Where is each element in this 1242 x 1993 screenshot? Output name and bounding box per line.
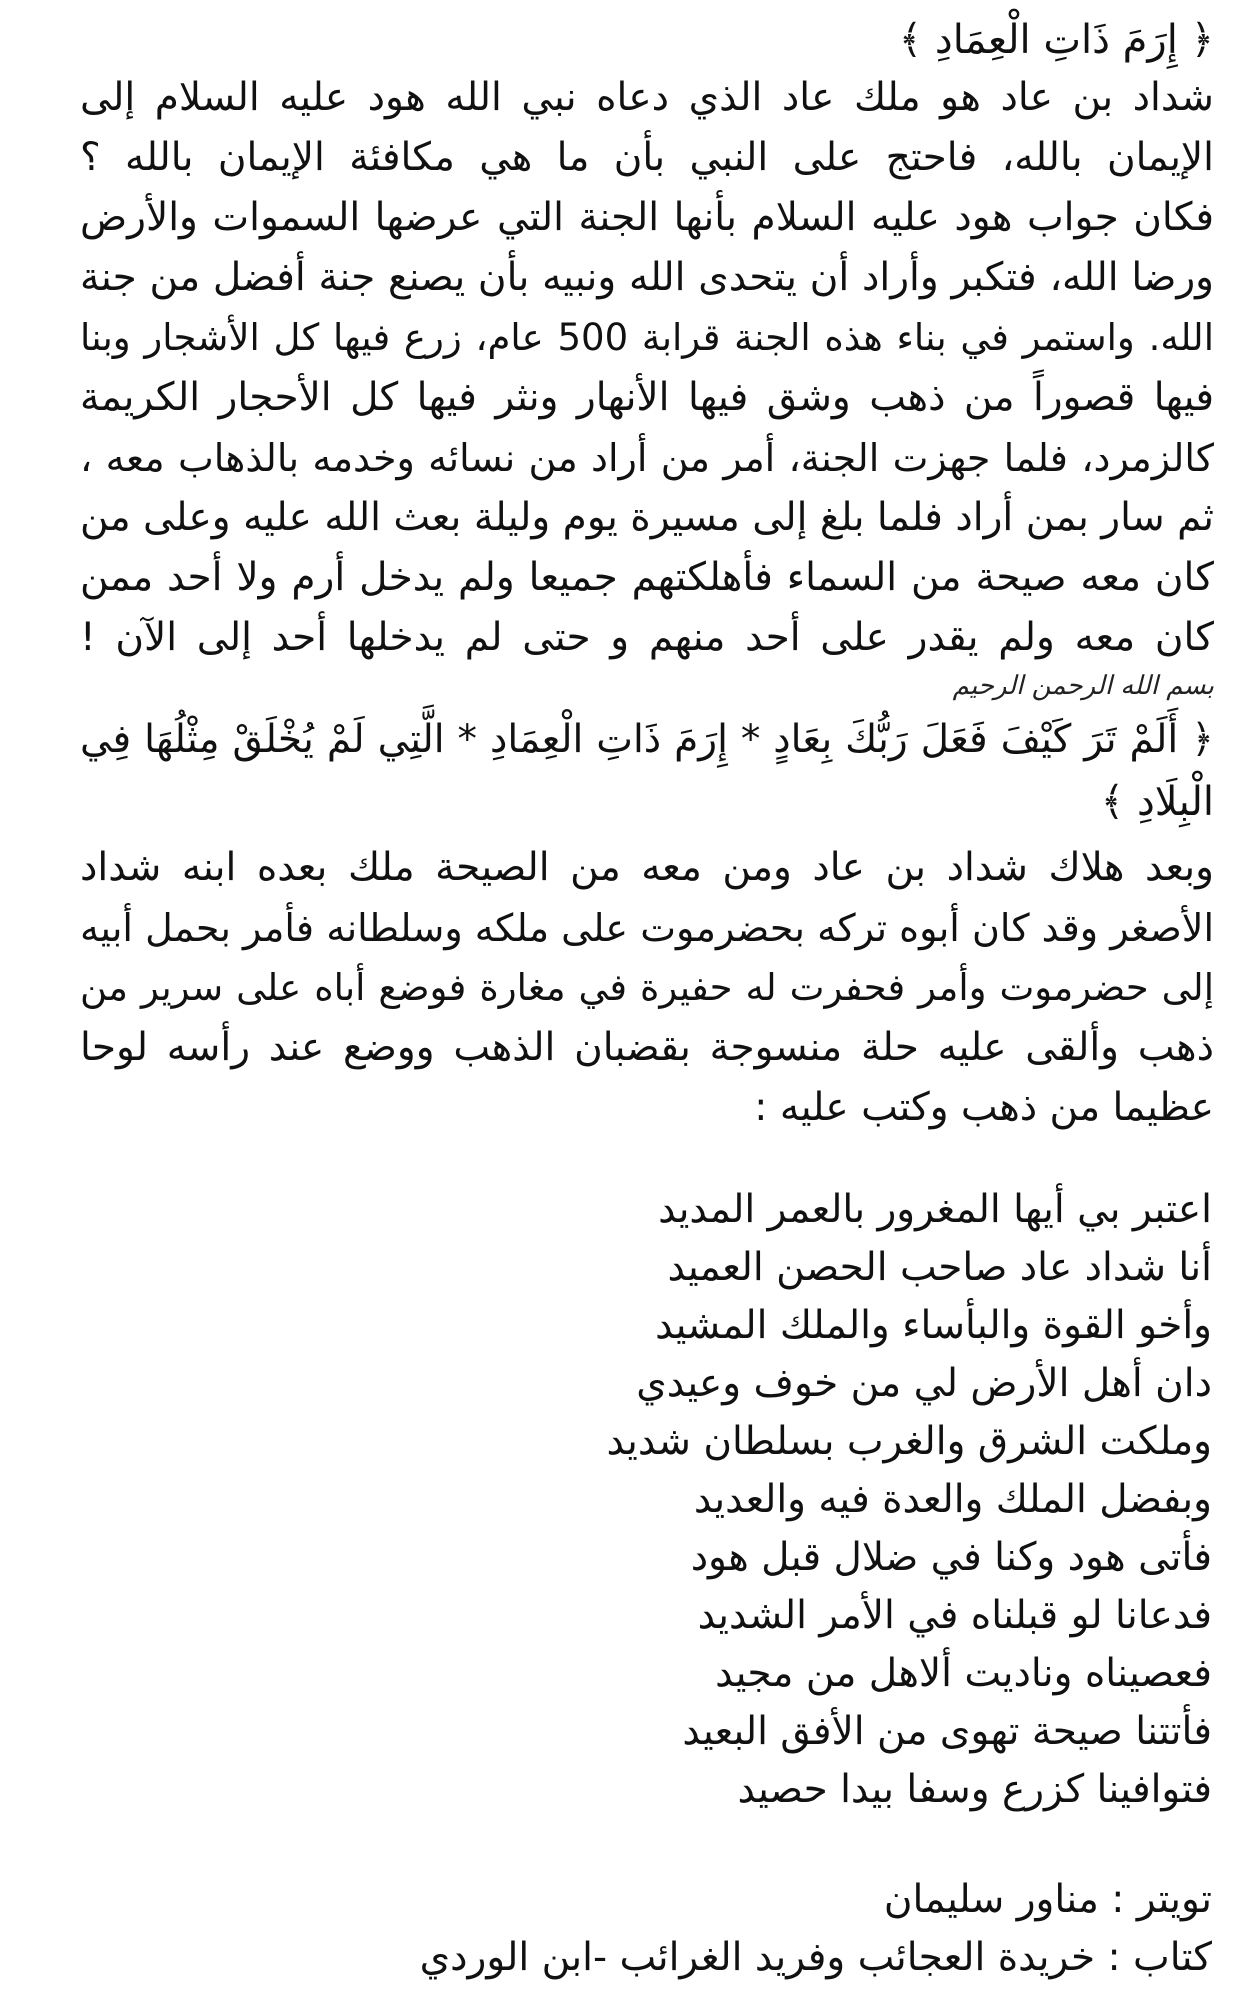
body-line: وبعد هلاك شداد بن عاد ومن معه من الصيحة ملك بعده ابنه شداد (80, 845, 1214, 890)
body-line: إلى حضرموت وأمر فحفرت له حفيرة في مغارة فوضع أباه على سرير من (80, 966, 1214, 1009)
poem-line: فأتتنا صيحة تهوى من الأفق البعيد (682, 1709, 1212, 1754)
intro-line: كان معه ولم يقدر على أحد منهم و حتى لم يدخلها أحد إلى الآن ! (80, 615, 1214, 660)
intro-line: كالزمرد، فلما جهزت الجنة، أمر من أراد من نسائه وخدمه بالذهاب معه ، (80, 436, 1214, 480)
body-line: ذهب وألقى عليه حلة منسوجة بقضبان الذهب ووضع عند رأسه لوحا (80, 1025, 1214, 1070)
intro-line: ورضا الله، فتكبر وأراد أن يتحدى الله ونبيه بأن يصنع جنة أفضل من جنة (80, 255, 1214, 300)
poem-line: فتوافينا كزرع وسفا بيدا حصيد (737, 1767, 1212, 1812)
twitter-credit: تويتر : مناور سليمان (883, 1877, 1212, 1922)
intro-line: الله. واستمر في بناء هذه الجنة قرابة 500 عام، زرع فيها كل الأشجار وبنا (80, 316, 1214, 359)
quran-verse-line: الْبِلَادِ ﴾ (1100, 779, 1214, 825)
intro-line: فيها قصوراً من ذهب وشق فيها الأنهار ونثر فيها كل الأحجار الكريمة (80, 375, 1214, 420)
poem-line: وبفضل الملك والعدة فيه والعديد (693, 1477, 1212, 1522)
poem-line: فأتى هود وكنا في ضلال قبل هود (690, 1535, 1212, 1580)
poem-line: فعصيناه وناديت ألاهل من مجيد (715, 1651, 1212, 1696)
poem-line: وأخو القوة والبأساء والملك المشيد (655, 1303, 1212, 1348)
book-credit: كتاب : خريدة العجائب وفريد الغرائب -ابن الوردي (419, 1935, 1212, 1980)
body-line: الأصغر وقد كان أبوه تركه بحضرموت على ملكه وسلطانه فأمر بحمل أبيه (80, 906, 1214, 950)
document-title: ﴿ إِرَمَ ذَاتِ الْعِمَادِ ﴾ (898, 17, 1214, 63)
body-line: عظيما من ذهب وكتب عليه : (754, 1085, 1214, 1130)
poem-line: فدعانا لو قبلناه في الأمر الشديد (697, 1593, 1212, 1638)
intro-line: كان معه صيحة من السماء فأهلكتهم جميعا ولم يدخل أرم ولا أحد ممن (80, 555, 1214, 600)
poem-line: اعتبر بي أيها المغرور بالعمر المديد (658, 1187, 1212, 1232)
poem-line: دان أهل الأرض لي من خوف وعيدي (636, 1361, 1212, 1406)
intro-line: الإيمان بالله، فاحتج على النبي بأن ما هي مكافئة الإيمان بالله ؟ (80, 135, 1214, 180)
basmala-calligraphy: بسم الله الرحمن الرحيم (952, 671, 1214, 701)
intro-line: شداد بن عاد هو ملك عاد الذي دعاه نبي الله هود عليه السلام إلى (80, 75, 1214, 120)
intro-line: فكان جواب هود عليه السلام بأنها الجنة التي عرضها السموات والأرض (80, 195, 1214, 240)
poem-line: أنا شداد عاد صاحب الحصن العميد (667, 1245, 1212, 1290)
quran-verse-line: ﴿ أَلَمْ تَرَ كَيْفَ فَعَلَ رَبُّكَ بِعَادٍ * إِرَمَ ذَاتِ الْعِمَادِ * الَّتِي لَمْ يُخْلَقْ مِثْلُهَا فِي (80, 717, 1214, 762)
poem-line: وملكت الشرق والغرب بسلطان شديد (606, 1419, 1212, 1464)
intro-line: ثم سار بمن أراد فلما بلغ إلى مسيرة يوم وليلة بعث الله عليه وعلى من (80, 495, 1214, 540)
